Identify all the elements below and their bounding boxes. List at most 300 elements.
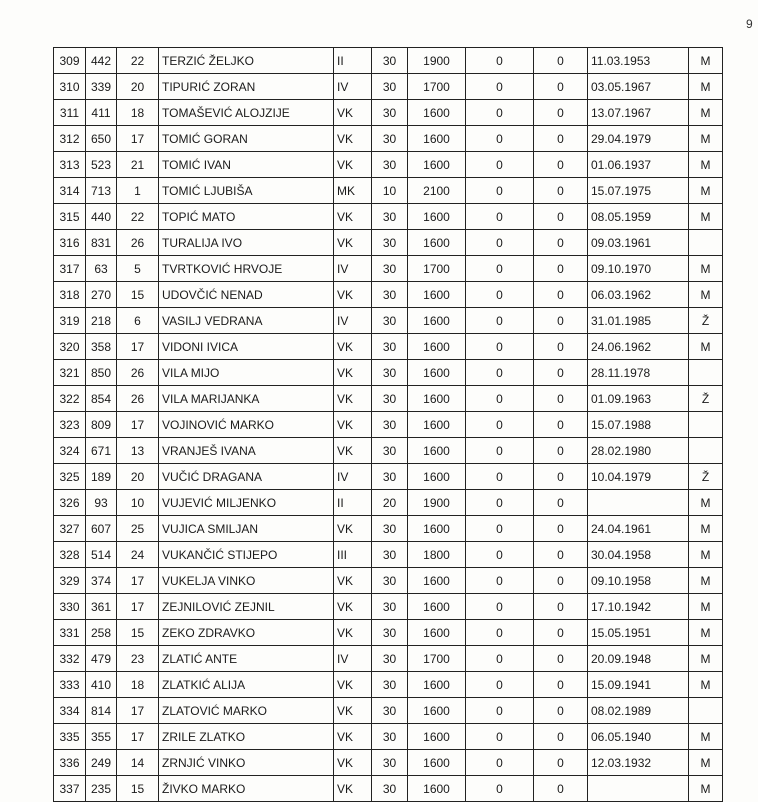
id-cell: 514 — [86, 542, 117, 568]
name-cell: VUKELJA VINKO — [159, 568, 334, 594]
birth-date-cell: 12.03.1932 — [588, 750, 689, 776]
sex-cell: M — [689, 282, 723, 308]
points-cell: 15 — [117, 776, 159, 802]
points-cell: 24 — [117, 542, 159, 568]
row-number-cell: 326 — [54, 490, 86, 516]
hours-cell: 30 — [372, 308, 408, 334]
name-cell: TIPURIĆ ZORAN — [159, 74, 334, 100]
sex-cell: M — [689, 100, 723, 126]
name-cell: ZLATKIĆ ALIJA — [159, 672, 334, 698]
qualification-cell: VK — [334, 282, 372, 308]
hours-cell: 30 — [372, 438, 408, 464]
row-number-cell: 334 — [54, 698, 86, 724]
hours-cell: 30 — [372, 542, 408, 568]
zero-cell-a: 0 — [466, 620, 534, 646]
id-cell: 479 — [86, 646, 117, 672]
zero-cell-a: 0 — [466, 724, 534, 750]
qualification-cell: VK — [334, 230, 372, 256]
zero-cell-b: 0 — [534, 750, 588, 776]
name-cell: ZLATIĆ ANTE — [159, 646, 334, 672]
zero-cell-b: 0 — [534, 386, 588, 412]
amount-cell: 1600 — [408, 412, 466, 438]
row-number-cell: 321 — [54, 360, 86, 386]
amount-cell: 1700 — [408, 74, 466, 100]
qualification-cell: VK — [334, 568, 372, 594]
qualification-cell: VK — [334, 776, 372, 802]
zero-cell-a: 0 — [466, 438, 534, 464]
table-row — [54, 724, 723, 750]
sex-cell — [689, 230, 723, 256]
row-number-cell: 320 — [54, 334, 86, 360]
row-number-cell: 329 — [54, 568, 86, 594]
zero-cell-b: 0 — [534, 542, 588, 568]
zero-cell-b: 0 — [534, 230, 588, 256]
hours-cell: 30 — [372, 516, 408, 542]
hours-cell: 30 — [372, 412, 408, 438]
id-cell: 339 — [86, 74, 117, 100]
zero-cell-a: 0 — [466, 464, 534, 490]
table-row — [54, 750, 723, 776]
table-row — [54, 360, 723, 386]
row-number-cell: 319 — [54, 308, 86, 334]
zero-cell-a: 0 — [466, 152, 534, 178]
birth-date-cell: 03.05.1967 — [588, 74, 689, 100]
id-cell: 523 — [86, 152, 117, 178]
id-cell: 93 — [86, 490, 117, 516]
name-cell: TOPIĆ MATO — [159, 204, 334, 230]
birth-date-cell: 11.03.1953 — [588, 48, 689, 74]
row-number-cell: 335 — [54, 724, 86, 750]
row-number-cell: 336 — [54, 750, 86, 776]
row-number-cell: 330 — [54, 594, 86, 620]
table-row — [54, 126, 723, 152]
table-row — [54, 308, 723, 334]
birth-date-cell: 01.09.1963 — [588, 386, 689, 412]
hours-cell: 30 — [372, 74, 408, 100]
birth-date-cell: 15.09.1941 — [588, 672, 689, 698]
birth-date-cell: 15.05.1951 — [588, 620, 689, 646]
amount-cell: 1600 — [408, 620, 466, 646]
hours-cell: 30 — [372, 204, 408, 230]
zero-cell-b: 0 — [534, 74, 588, 100]
zero-cell-a: 0 — [466, 516, 534, 542]
zero-cell-a: 0 — [466, 282, 534, 308]
birth-date-cell: 01.06.1937 — [588, 152, 689, 178]
birth-date-cell: 09.10.1958 — [588, 568, 689, 594]
table-row — [54, 698, 723, 724]
id-cell: 258 — [86, 620, 117, 646]
hours-cell: 30 — [372, 334, 408, 360]
zero-cell-a: 0 — [466, 386, 534, 412]
name-cell: VIDONI IVICA — [159, 334, 334, 360]
qualification-cell: II — [334, 48, 372, 74]
amount-cell: 1600 — [408, 438, 466, 464]
id-cell: 671 — [86, 438, 117, 464]
amount-cell: 1600 — [408, 672, 466, 698]
amount-cell: 1600 — [408, 334, 466, 360]
zero-cell-b: 0 — [534, 594, 588, 620]
name-cell: VASILJ VEDRANA — [159, 308, 334, 334]
table-row — [54, 386, 723, 412]
zero-cell-a: 0 — [466, 178, 534, 204]
birth-date-cell: 06.05.1940 — [588, 724, 689, 750]
zero-cell-a: 0 — [466, 750, 534, 776]
birth-date-cell: 10.04.1979 — [588, 464, 689, 490]
id-cell: 854 — [86, 386, 117, 412]
zero-cell-b: 0 — [534, 516, 588, 542]
hours-cell: 30 — [372, 152, 408, 178]
table-row — [54, 230, 723, 256]
sex-cell: M — [689, 256, 723, 282]
birth-date-cell: 08.05.1959 — [588, 204, 689, 230]
amount-cell: 1600 — [408, 568, 466, 594]
zero-cell-a: 0 — [466, 256, 534, 282]
zero-cell-b: 0 — [534, 698, 588, 724]
qualification-cell: VK — [334, 724, 372, 750]
zero-cell-b: 0 — [534, 672, 588, 698]
name-cell: VUČIĆ DRAGANA — [159, 464, 334, 490]
zero-cell-a: 0 — [466, 360, 534, 386]
birth-date-cell: 28.02.1980 — [588, 438, 689, 464]
id-cell: 358 — [86, 334, 117, 360]
birth-date-cell: 30.04.1958 — [588, 542, 689, 568]
id-cell: 650 — [86, 126, 117, 152]
qualification-cell: VK — [334, 204, 372, 230]
zero-cell-a: 0 — [466, 126, 534, 152]
sex-cell: M — [689, 178, 723, 204]
birth-date-cell: 15.07.1975 — [588, 178, 689, 204]
qualification-cell: VK — [334, 516, 372, 542]
amount-cell: 1900 — [408, 490, 466, 516]
row-number-cell: 317 — [54, 256, 86, 282]
zero-cell-a: 0 — [466, 594, 534, 620]
name-cell: UDOVČIĆ NENAD — [159, 282, 334, 308]
zero-cell-b: 0 — [534, 438, 588, 464]
amount-cell: 1600 — [408, 204, 466, 230]
zero-cell-b: 0 — [534, 360, 588, 386]
hours-cell: 30 — [372, 750, 408, 776]
zero-cell-a: 0 — [466, 490, 534, 516]
qualification-cell: MK — [334, 178, 372, 204]
zero-cell-b: 0 — [534, 100, 588, 126]
zero-cell-b: 0 — [534, 126, 588, 152]
amount-cell: 1600 — [408, 230, 466, 256]
points-cell: 6 — [117, 308, 159, 334]
id-cell: 814 — [86, 698, 117, 724]
id-cell: 442 — [86, 48, 117, 74]
points-cell: 17 — [117, 698, 159, 724]
table-row — [54, 412, 723, 438]
points-cell: 26 — [117, 360, 159, 386]
sex-cell: M — [689, 542, 723, 568]
birth-date-cell: 08.02.1989 — [588, 698, 689, 724]
sex-cell — [689, 412, 723, 438]
points-cell: 1 — [117, 178, 159, 204]
id-cell: 374 — [86, 568, 117, 594]
hours-cell: 30 — [372, 230, 408, 256]
id-cell: 270 — [86, 282, 117, 308]
table-row — [54, 438, 723, 464]
points-cell: 5 — [117, 256, 159, 282]
hours-cell: 30 — [372, 568, 408, 594]
points-cell: 20 — [117, 74, 159, 100]
id-cell: 235 — [86, 776, 117, 802]
table-row — [54, 100, 723, 126]
name-cell: VUJEVIĆ MILJENKO — [159, 490, 334, 516]
sex-cell: M — [689, 516, 723, 542]
name-cell: VILA MIJO — [159, 360, 334, 386]
id-cell: 411 — [86, 100, 117, 126]
row-number-cell: 311 — [54, 100, 86, 126]
amount-cell: 1600 — [408, 386, 466, 412]
hours-cell: 30 — [372, 360, 408, 386]
zero-cell-b: 0 — [534, 724, 588, 750]
amount-cell: 1600 — [408, 724, 466, 750]
birth-date-cell: 20.09.1948 — [588, 646, 689, 672]
zero-cell-b: 0 — [534, 282, 588, 308]
table-row — [54, 178, 723, 204]
points-cell: 17 — [117, 594, 159, 620]
qualification-cell: VK — [334, 360, 372, 386]
sex-cell: M — [689, 750, 723, 776]
hours-cell: 30 — [372, 386, 408, 412]
birth-date-cell: 24.06.1962 — [588, 334, 689, 360]
birth-date-cell: 13.07.1967 — [588, 100, 689, 126]
birth-date-cell: 09.03.1961 — [588, 230, 689, 256]
sex-cell: M — [689, 568, 723, 594]
qualification-cell: IV — [334, 464, 372, 490]
zero-cell-a: 0 — [466, 334, 534, 360]
points-cell: 15 — [117, 282, 159, 308]
row-number-cell: 313 — [54, 152, 86, 178]
qualification-cell: VK — [334, 100, 372, 126]
sex-cell — [689, 698, 723, 724]
sex-cell: M — [689, 48, 723, 74]
zero-cell-b: 0 — [534, 412, 588, 438]
id-cell: 361 — [86, 594, 117, 620]
points-cell: 26 — [117, 386, 159, 412]
id-cell: 189 — [86, 464, 117, 490]
zero-cell-b: 0 — [534, 256, 588, 282]
qualification-cell: VK — [334, 334, 372, 360]
sex-cell: M — [689, 126, 723, 152]
row-number-cell: 327 — [54, 516, 86, 542]
register-rows — [54, 48, 723, 802]
name-cell: VRANJEŠ IVANA — [159, 438, 334, 464]
birth-date-cell: 24.04.1961 — [588, 516, 689, 542]
sex-cell: M — [689, 672, 723, 698]
hours-cell: 30 — [372, 126, 408, 152]
points-cell: 25 — [117, 516, 159, 542]
points-cell: 20 — [117, 464, 159, 490]
row-number-cell: 332 — [54, 646, 86, 672]
amount-cell: 1700 — [408, 646, 466, 672]
zero-cell-a: 0 — [466, 74, 534, 100]
qualification-cell: IV — [334, 646, 372, 672]
points-cell: 18 — [117, 672, 159, 698]
qualification-cell: VK — [334, 594, 372, 620]
name-cell: TOMIĆ LJUBIŠA — [159, 178, 334, 204]
amount-cell: 1600 — [408, 776, 466, 802]
name-cell: ŽIVKO MARKO — [159, 776, 334, 802]
zero-cell-b: 0 — [534, 308, 588, 334]
zero-cell-b: 0 — [534, 646, 588, 672]
qualification-cell: IV — [334, 308, 372, 334]
birth-date-cell: 29.04.1979 — [588, 126, 689, 152]
points-cell: 23 — [117, 646, 159, 672]
amount-cell: 1600 — [408, 594, 466, 620]
birth-date-cell: 28.11.1978 — [588, 360, 689, 386]
row-number-cell: 333 — [54, 672, 86, 698]
points-cell: 10 — [117, 490, 159, 516]
zero-cell-a: 0 — [466, 204, 534, 230]
hours-cell: 30 — [372, 698, 408, 724]
row-number-cell: 310 — [54, 74, 86, 100]
zero-cell-b: 0 — [534, 334, 588, 360]
table-row — [54, 464, 723, 490]
points-cell: 22 — [117, 48, 159, 74]
birth-date-cell: 17.10.1942 — [588, 594, 689, 620]
zero-cell-a: 0 — [466, 672, 534, 698]
zero-cell-a: 0 — [466, 568, 534, 594]
name-cell: TOMAŠEVIĆ ALOJZIJE — [159, 100, 334, 126]
table-row — [54, 256, 723, 282]
zero-cell-a: 0 — [466, 100, 534, 126]
id-cell: 809 — [86, 412, 117, 438]
points-cell: 15 — [117, 620, 159, 646]
sex-cell: M — [689, 724, 723, 750]
points-cell: 26 — [117, 230, 159, 256]
zero-cell-b: 0 — [534, 776, 588, 802]
sex-cell: Ž — [689, 386, 723, 412]
name-cell: VUKANČIĆ STIJEPO — [159, 542, 334, 568]
amount-cell: 1600 — [408, 750, 466, 776]
table-row — [54, 152, 723, 178]
zero-cell-a: 0 — [466, 48, 534, 74]
table-row — [54, 568, 723, 594]
row-number-cell: 328 — [54, 542, 86, 568]
table-row — [54, 646, 723, 672]
qualification-cell: VK — [334, 412, 372, 438]
id-cell: 249 — [86, 750, 117, 776]
table-row — [54, 542, 723, 568]
points-cell: 17 — [117, 412, 159, 438]
sex-cell: Ž — [689, 308, 723, 334]
page-number: 9 — [746, 17, 753, 31]
hours-cell: 30 — [372, 100, 408, 126]
sex-cell: M — [689, 620, 723, 646]
row-number-cell: 337 — [54, 776, 86, 802]
name-cell: ZRNJIĆ VINKO — [159, 750, 334, 776]
qualification-cell: VK — [334, 438, 372, 464]
hours-cell: 30 — [372, 256, 408, 282]
zero-cell-a: 0 — [466, 542, 534, 568]
id-cell: 850 — [86, 360, 117, 386]
sex-cell: M — [689, 594, 723, 620]
name-cell: VOJINOVIĆ MARKO — [159, 412, 334, 438]
zero-cell-b: 0 — [534, 490, 588, 516]
zero-cell-a: 0 — [466, 308, 534, 334]
amount-cell: 1800 — [408, 542, 466, 568]
qualification-cell: IV — [334, 256, 372, 282]
sex-cell: M — [689, 334, 723, 360]
name-cell: ZEJNILOVIĆ ZEJNIL — [159, 594, 334, 620]
table-row — [54, 490, 723, 516]
points-cell: 18 — [117, 100, 159, 126]
row-number-cell: 316 — [54, 230, 86, 256]
name-cell: ZRILE ZLATKO — [159, 724, 334, 750]
id-cell: 218 — [86, 308, 117, 334]
id-cell: 355 — [86, 724, 117, 750]
amount-cell: 1700 — [408, 256, 466, 282]
name-cell: ZLATOVIĆ MARKO — [159, 698, 334, 724]
zero-cell-b: 0 — [534, 48, 588, 74]
table-row — [54, 516, 723, 542]
table-row — [54, 672, 723, 698]
points-cell: 13 — [117, 438, 159, 464]
table-row — [54, 204, 723, 230]
qualification-cell: VK — [334, 386, 372, 412]
id-cell: 410 — [86, 672, 117, 698]
points-cell: 22 — [117, 204, 159, 230]
sex-cell: M — [689, 204, 723, 230]
amount-cell: 1600 — [408, 698, 466, 724]
sex-cell — [689, 360, 723, 386]
hours-cell: 10 — [372, 178, 408, 204]
name-cell: TVRTKOVIĆ HRVOJE — [159, 256, 334, 282]
table-row — [54, 74, 723, 100]
sex-cell: Ž — [689, 464, 723, 490]
qualification-cell: VK — [334, 750, 372, 776]
sex-cell — [689, 438, 723, 464]
name-cell: ZEKO ZDRAVKO — [159, 620, 334, 646]
zero-cell-b: 0 — [534, 178, 588, 204]
sex-cell: M — [689, 152, 723, 178]
qualification-cell: VK — [334, 152, 372, 178]
name-cell: VILA MARIJANKA — [159, 386, 334, 412]
row-number-cell: 323 — [54, 412, 86, 438]
hours-cell: 30 — [372, 620, 408, 646]
points-cell: 14 — [117, 750, 159, 776]
qualification-cell: VK — [334, 126, 372, 152]
zero-cell-a: 0 — [466, 776, 534, 802]
birth-date-cell — [588, 776, 689, 802]
qualification-cell: III — [334, 542, 372, 568]
name-cell: TOMIĆ IVAN — [159, 152, 334, 178]
id-cell: 831 — [86, 230, 117, 256]
name-cell: VUJICA SMILJAN — [159, 516, 334, 542]
name-cell: TOMIĆ GORAN — [159, 126, 334, 152]
row-number-cell: 325 — [54, 464, 86, 490]
amount-cell: 1600 — [408, 282, 466, 308]
points-cell: 17 — [117, 334, 159, 360]
name-cell: TURALIJA IVO — [159, 230, 334, 256]
birth-date-cell: 15.07.1988 — [588, 412, 689, 438]
hours-cell: 30 — [372, 594, 408, 620]
id-cell: 713 — [86, 178, 117, 204]
qualification-cell: VK — [334, 620, 372, 646]
table-row — [54, 334, 723, 360]
qualification-cell: IV — [334, 74, 372, 100]
zero-cell-b: 0 — [534, 464, 588, 490]
amount-cell: 1600 — [408, 464, 466, 490]
register-table — [53, 47, 723, 802]
qualification-cell: II — [334, 490, 372, 516]
zero-cell-b: 0 — [534, 620, 588, 646]
birth-date-cell: 06.03.1962 — [588, 282, 689, 308]
zero-cell-b: 0 — [534, 204, 588, 230]
row-number-cell: 315 — [54, 204, 86, 230]
